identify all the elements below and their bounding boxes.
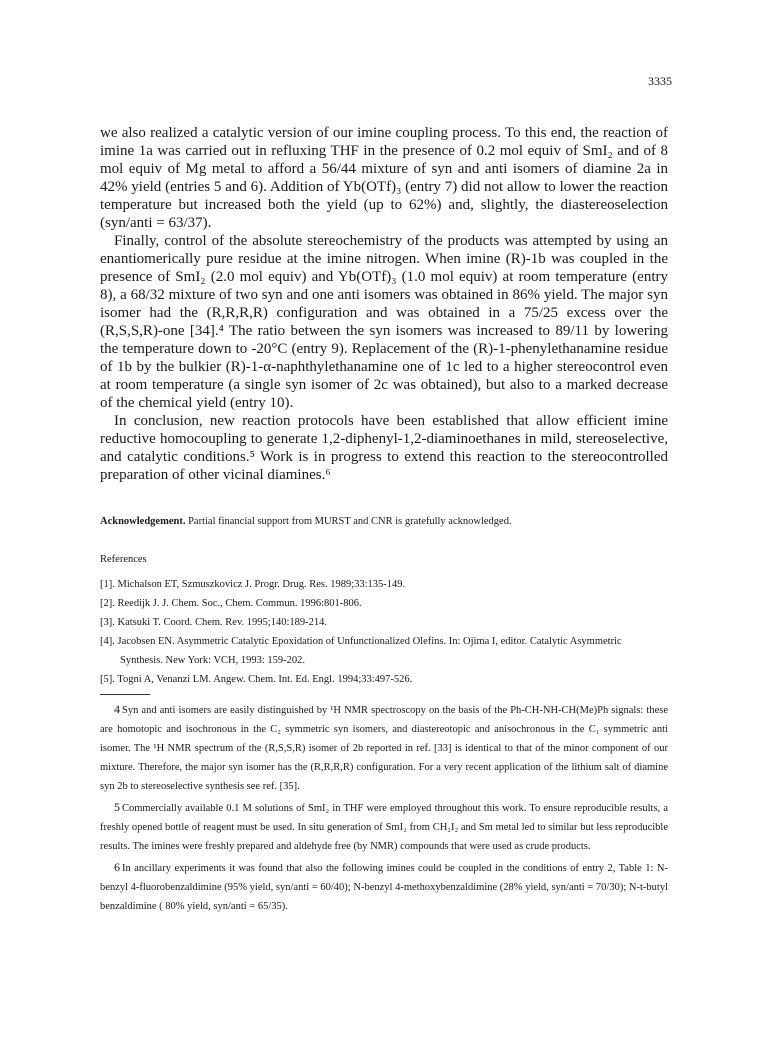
footnote-6	[100, 858, 668, 916]
reference-item: [5]. Togni A, Venanzi LM. Angew. Chem. Int. Ed. Engl. 1994;33:497-526.	[100, 674, 413, 685]
reference-item: [1]. Michalson ET, Szmuszkovicz J. Progr. Drug. Res. 1989;33:135-149.	[100, 579, 406, 590]
reference-item: [4]. Jacobsen EN. Asymmetric Catalytic Epoxidation of Unfunctionalized Olefins. In: Ojima I, editor. Catalytic Asymmetric	[100, 636, 622, 647]
references-heading: References	[100, 554, 147, 565]
footnotes	[100, 700, 668, 918]
footnote-5	[100, 798, 668, 856]
reference-item: [2]. Reedijk J. J. Chem. Soc., Chem. Commun. 1996:801-806.	[100, 598, 362, 609]
acknowledgement-label: Acknowledgement.	[100, 516, 186, 527]
footnote-marker: 6	[114, 860, 120, 874]
footnote-divider	[100, 694, 150, 695]
paragraph-absolute-stereochemistry: Finally, control of the absolute stereochemistry of the products was attempted by using an enantiomerically pure residue at the imine nitrogen. When imine (R)-1b was coupled in the presence of SmI₂ (2.0 mol equiv) and Yb(OTf)₃ (1.0 mol equiv) at room temperature (entry 8), a 68/32 mixture of two syn and one anti isomers was obtained in 86% yield. The major syn isomer had the (R,R,R,R) configuration and was obtained in a 75/25 excess over the (R,S,S,R)-one [34].⁴ The ratio between the syn isomers was increased to 89/11 by lowering the temperature down to -20°C (entry 9). Replacement of the (R)-1-phenylethanamine residue of 1b by the bulkier (R)-1-α-naphthylethanamine one of 1c led to a higher stereocontrol even at room temperature (a single syn isomer of 2c was obtained), but also to a marked decrease of the chemical yield (entry 10).	[100, 233, 668, 411]
reference-item: [3]. Katsuki T. Coord. Chem. Rev. 1995;140:189-214.	[100, 617, 327, 628]
acknowledgement-text: Partial financial support from MURST and CNR is gratefully acknowledged.	[185, 516, 512, 527]
page-number: 3335	[648, 74, 672, 88]
footnote-text: In ancillary experiments it was found that also the following imines could be coupled in the conditions of entry 2, Table 1: N-benzyl 4-fluorobenzaldimine (95% yield, syn/anti = 60/40); N-benzyl 4-methoxybenzaldimine (28% yield, syn/anti = 70/30); N-t-butyl benzaldimine ( 80% yield, syn/anti = 65/35).	[100, 863, 668, 912]
footnote-marker: 4	[114, 702, 120, 716]
reference-item-continuation: Synthesis. New York: VCH, 1993: 159-202.	[120, 655, 306, 666]
main-text	[100, 124, 668, 484]
paragraph-catalytic-version: we also realized a catalytic version of our imine coupling process. To this end, the reaction of imine 1a was carried out in refluxing THF in the presence of 0.2 mol equiv of SmI₂ and of 8 mol equiv of Mg metal to afford a 56/44 mixture of syn and anti isomers of diamine 2a in 42% yield (entries 5 and 6). Addition of Yb(OTf)₃ (entry 7) did not allow to lower the reaction temperature but increased both the yield (up to 62%) and, slightly, the diastereoselection (syn/anti = 63/37).	[100, 125, 668, 231]
footnote-marker: 5	[114, 800, 120, 814]
footnote-text: Commercially available 0.1 M solutions of SmI₂ in THF were employed throughout this work. To ensure reproducible results, a freshly opened bottle of reagent must be used. In situ generation of SmI₂ from CH₂I₂ and Sm metal led to similar but less reproducible results. The imines were freshly prepared and aldehyde free (by NMR) compounds that were used as crude products.	[100, 803, 668, 852]
acknowledgement	[100, 515, 668, 529]
references-list	[100, 575, 668, 689]
footnote-4	[100, 700, 668, 796]
paragraph-conclusion: In conclusion, new reaction protocols have been established that allow efficient imine reductive homocoupling to generate 1,2-diphenyl-1,2-diaminoethanes in mild, stereoselective, and catalytic conditions.⁵ Work is in progress to extend this reaction to the stereocontrolled preparation of other vicinal diamines.⁶	[100, 413, 668, 483]
footnote-text: Syn and anti isomers are easily distinguished by ¹H NMR spectroscopy on the basis of the Ph-CH-NH-CH(Me)Ph signals: these are homotopic and isochronous in the C₂ symmetric syn isomers, and diastereotopic and anisochronous in the C₁ symmetric anti isomer. The ¹H NMR spectrum of the (R,S,S,R) isomer of 2b reported in ref. [33] is identical to that of the minor component of our mixture. Therefore, the major syn isomer has the (R,R,R,R) configuration. For a very recent application of the lithium salt of diamine syn 2b to stereoselective synthesis see ref. [35].	[100, 705, 668, 792]
